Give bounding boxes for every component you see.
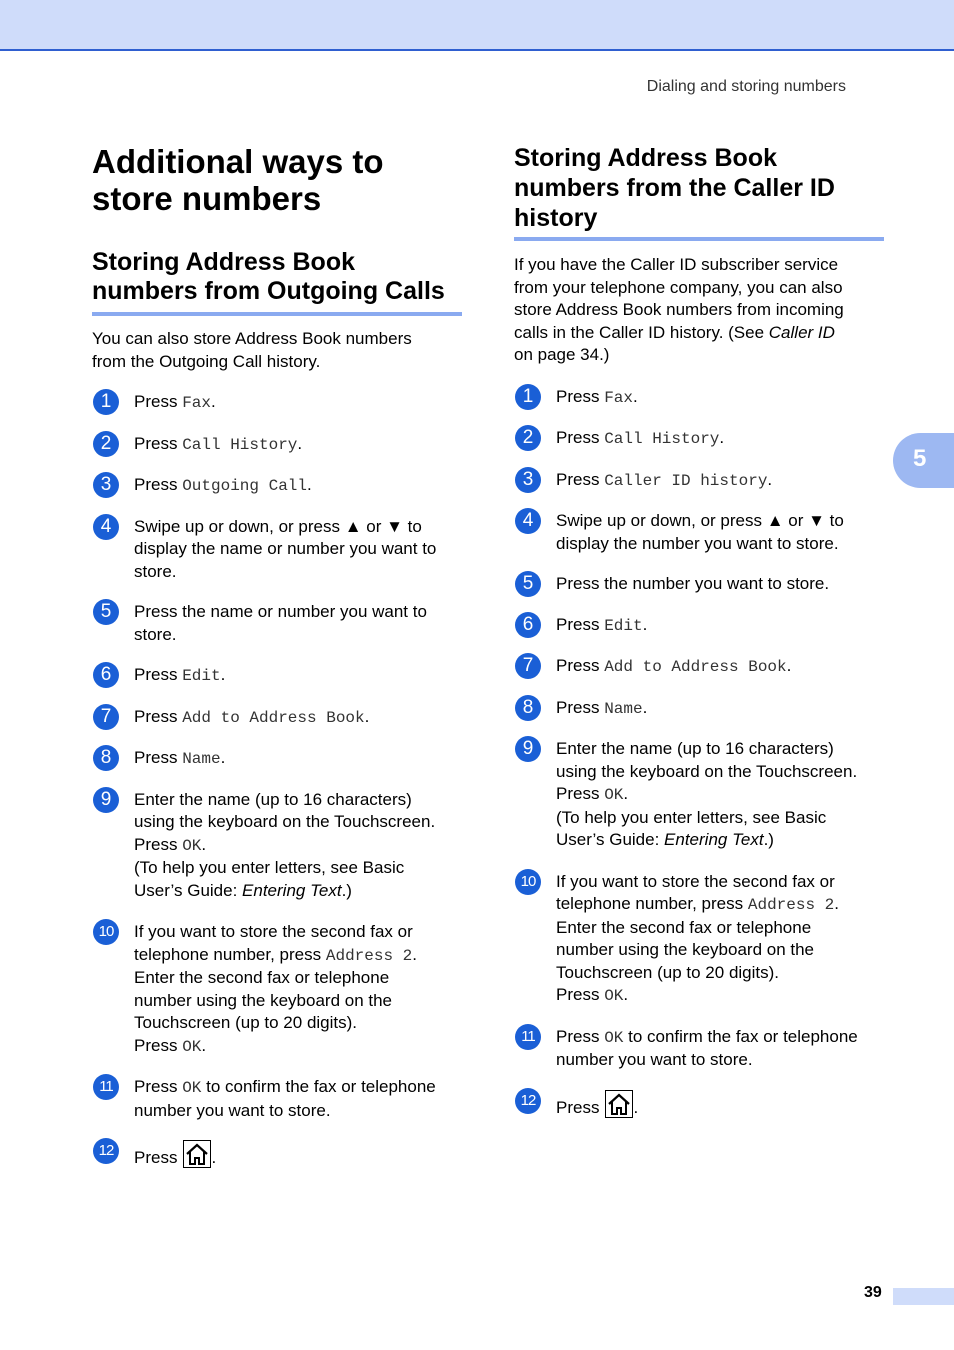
step-number-badge: 9: [515, 736, 541, 762]
step-number-badge: 9: [93, 787, 119, 813]
right-column: [514, 143, 884, 1119]
step-item: 11 Press OK to confirm the fax or telephone number you want to store.: [92, 1076, 462, 1122]
step-number-badge: 10: [93, 919, 119, 945]
step-number-badge: 3: [515, 467, 541, 493]
steps-list: [92, 391, 462, 1170]
step-number-badge: 10: [515, 869, 541, 895]
step-number-badge: 7: [515, 653, 541, 679]
step-number-badge: 12: [515, 1088, 541, 1114]
step-item: 12 Press .: [514, 1090, 884, 1120]
chapter-tab: [893, 433, 954, 488]
caller-id-reference: Caller ID: [768, 322, 835, 342]
page-title: Additional ways to store numbers: [92, 143, 384, 217]
step-number-badge: 1: [515, 384, 541, 410]
step-item: 2 Press Call History.: [92, 433, 462, 457]
step-number-badge: 8: [93, 745, 119, 771]
step-item: 7 Press Add to Address Book.: [514, 655, 884, 679]
step-number-badge: 5: [515, 571, 541, 597]
intro-paragraph: You can also store Address Book numbers from the Outgoing Call history.: [92, 329, 412, 371]
step-item: 8 Press Name.: [92, 747, 462, 771]
step-number-badge: 11: [93, 1074, 119, 1100]
chapter-number: 5: [913, 445, 927, 472]
step-item: 11 Press OK to confirm the fax or telephone number you want to store.: [514, 1026, 884, 1072]
step-number-badge: 2: [93, 431, 119, 457]
home-icon: [183, 1140, 211, 1168]
step-number-badge: 3: [93, 472, 119, 498]
step-item: 7 Press Add to Address Book.: [92, 706, 462, 730]
running-head: Dialing and storing numbers: [646, 78, 846, 95]
steps-list: [514, 386, 884, 1120]
intro-paragraph: If you have the Caller ID subscriber service from your telephone company, you can also store Address Book numbers from incoming calls in the Caller ID history. (See Caller ID on page 34.): [514, 255, 844, 364]
step-item: 5 Press the name or number you want to store.: [92, 601, 462, 646]
step-item: 12 Press .: [92, 1140, 462, 1170]
step-item: 9 Enter the name (up to 16 characters) using the keyboard on the Touchscreen. Press OK. (To help you enter letters, see Basic User’s Guide: Entering Text.): [92, 789, 462, 903]
left-column: [92, 143, 462, 1170]
step-item: 6 Press Edit.: [514, 614, 884, 638]
step-item: 6 Press Edit.: [92, 664, 462, 688]
section-heading-outgoing: Storing Address Book numbers from Outgoing Calls: [92, 248, 462, 316]
step-item: 1 Press Fax.: [92, 391, 462, 415]
step-number-badge: 12: [93, 1138, 119, 1164]
step-item: 10 If you want to store the second fax or telephone number, press Address 2. Enter the second fax or telephone number using the keyboard on the Touchscreen (up to 20 digits). Press OK.: [514, 871, 884, 1008]
step-item: 5 Press the number you want to store.: [514, 573, 884, 596]
step-number-badge: 7: [93, 704, 119, 730]
step-item: 3 Press Outgoing Call.: [92, 474, 462, 498]
step-number-badge: 6: [515, 612, 541, 638]
home-icon: [605, 1090, 633, 1118]
top-band: [0, 0, 954, 51]
step-item: 4 Swipe up or down, or press ▲ or ▼ to display the name or number you want to store.: [92, 516, 462, 584]
step-item: 3 Press Caller ID history.: [514, 469, 884, 493]
step-number-badge: 1: [93, 389, 119, 415]
page-number-band: [893, 1288, 954, 1305]
step-number-badge: 6: [93, 662, 119, 688]
step-item: 8 Press Name.: [514, 697, 884, 721]
step-number-badge: 4: [515, 508, 541, 534]
step-item: 2 Press Call History.: [514, 427, 884, 451]
step-item: 9 Enter the name (up to 16 characters) using the keyboard on the Touchscreen. Press OK. (To help you enter letters, see Basic User’s Guide: Entering Text.): [514, 738, 884, 852]
step-item: 1 Press Fax.: [514, 386, 884, 410]
step-number-badge: 4: [93, 514, 119, 540]
step-number-badge: 2: [515, 425, 541, 451]
step-number-badge: 11: [515, 1024, 541, 1050]
step-item: 10 If you want to store the second fax or telephone number, press Address 2. Enter the second fax or telephone number using the keyboard on the Touchscreen (up to 20 digits). Press OK.: [92, 921, 462, 1058]
page-number: 39: [864, 1284, 882, 1301]
step-number-badge: 5: [93, 599, 119, 625]
section-heading-caller-id: Storing Address Book numbers from the Caller ID history: [514, 143, 884, 241]
step-item: 4 Swipe up or down, or press ▲ or ▼ to display the number you want to store.: [514, 510, 884, 555]
step-number-badge: 8: [515, 695, 541, 721]
